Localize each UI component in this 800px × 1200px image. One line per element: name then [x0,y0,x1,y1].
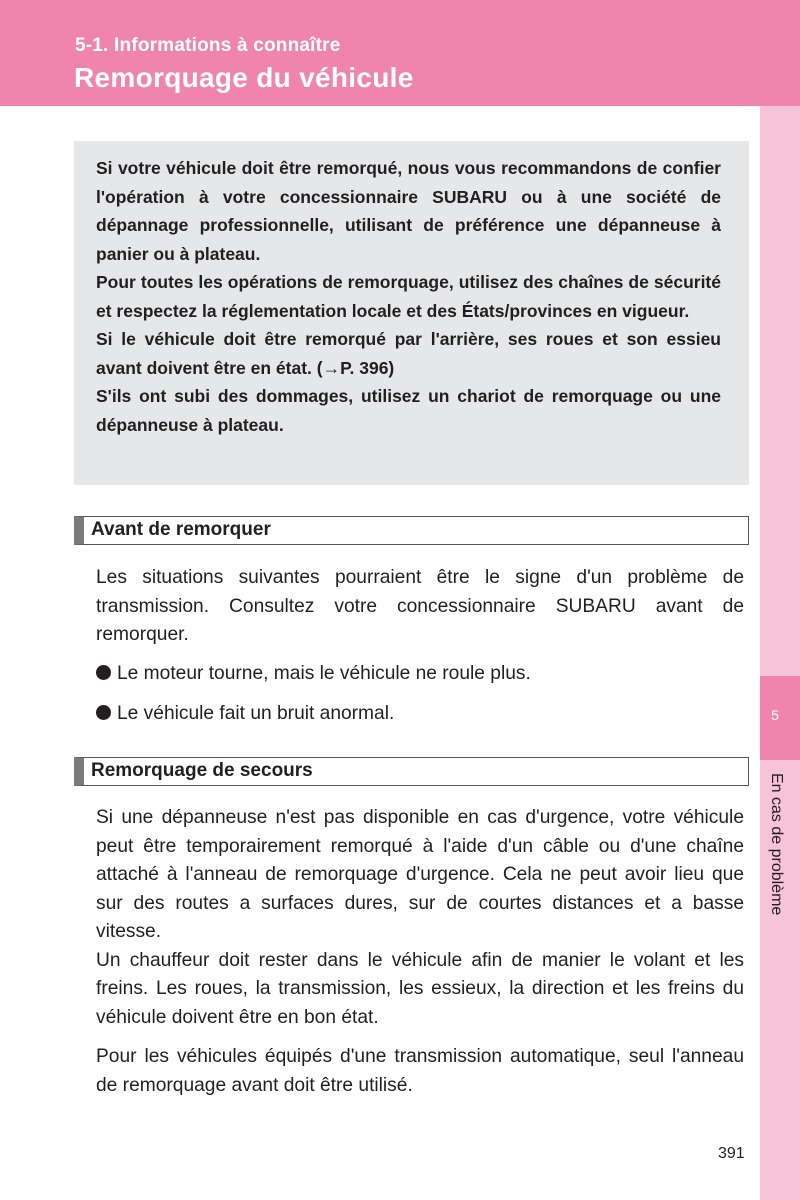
bullet-item [96,703,394,725]
note-paragraph: Si le véhicule doit être remorqué par l'arrière, ses roues et son essieu avant doivent être en état. (→P. 396) [96,329,721,378]
note-paragraph: Pour toutes les opérations de remorquage, utilisez des chaînes de sécurité et respectez la réglementation locale et des États/provinces en vigueur. [96,272,721,321]
section2-paragraph: Un chauffeur doit rester dans le véhicule afin de manier le volant et les freins. Les roues, la transmission, les essieux, la direction et les freins du véhicule doivent être en bon état. [96,949,744,1028]
bullet-text: Le moteur tourne, mais le véhicule ne roule plus. [117,663,531,684]
section-label: 5-1. Informations à connaître [75,35,341,56]
section-heading-text: Avant de remorquer [91,519,271,540]
section2-paragraph: Pour les véhicules équipés d'une transmission automatique, seul l'anneau de remorquage avant doit être utilisé. [96,1046,744,1096]
chapter-tab[interactable] [760,676,800,760]
bullet-text: Le véhicule fait un bruit anormal. [117,703,395,724]
note-box [74,141,749,485]
note-paragraph: Si votre véhicule doit être remorqué, nous vous recommandons de confier l'opération à votre concessionnaire SUBARU ou à une société de dépannage professionnelle, utilisant de préférence une dépanneuse à panier ou à plateau. [96,158,721,264]
bullet-item [96,663,531,685]
section-heading-avant [74,516,749,545]
page-header [0,0,800,106]
bullet-icon [96,705,111,720]
section2-body [96,804,744,1100]
side-strip [760,106,800,1200]
note-paragraph: S'ils ont subi des dommages, utilisez un chariot de remorquage ou une dépanneuse à plateau. [96,386,721,435]
page-number: 391 [718,1145,745,1162]
chapter-label: En cas de problème [768,773,785,916]
section1-intro: Les situations suivantes pourraient être le signe d'un problème de transmission. Consultez votre concessionnaire SUBARU avant de remorquer. [96,567,744,645]
bullet-icon [96,665,111,680]
section-heading-secours [74,757,749,786]
section1-body [96,564,744,650]
page-title: Remorquage du véhicule [74,62,414,93]
chapter-number: 5 [771,707,779,723]
section2-paragraph: Si une dépanneuse n'est pas disponible en cas d'urgence, votre véhicule peut être temporairement remorqué à l'aide d'un câble ou d'une chaîne attaché à l'anneau de remorquage d'urgence. Cela ne peut avoir lieu que sur des routes a surfaces dures, sur de courtes distances et a basse vitesse. [96,807,744,942]
section-heading-text: Remorquage de secours [91,760,313,781]
